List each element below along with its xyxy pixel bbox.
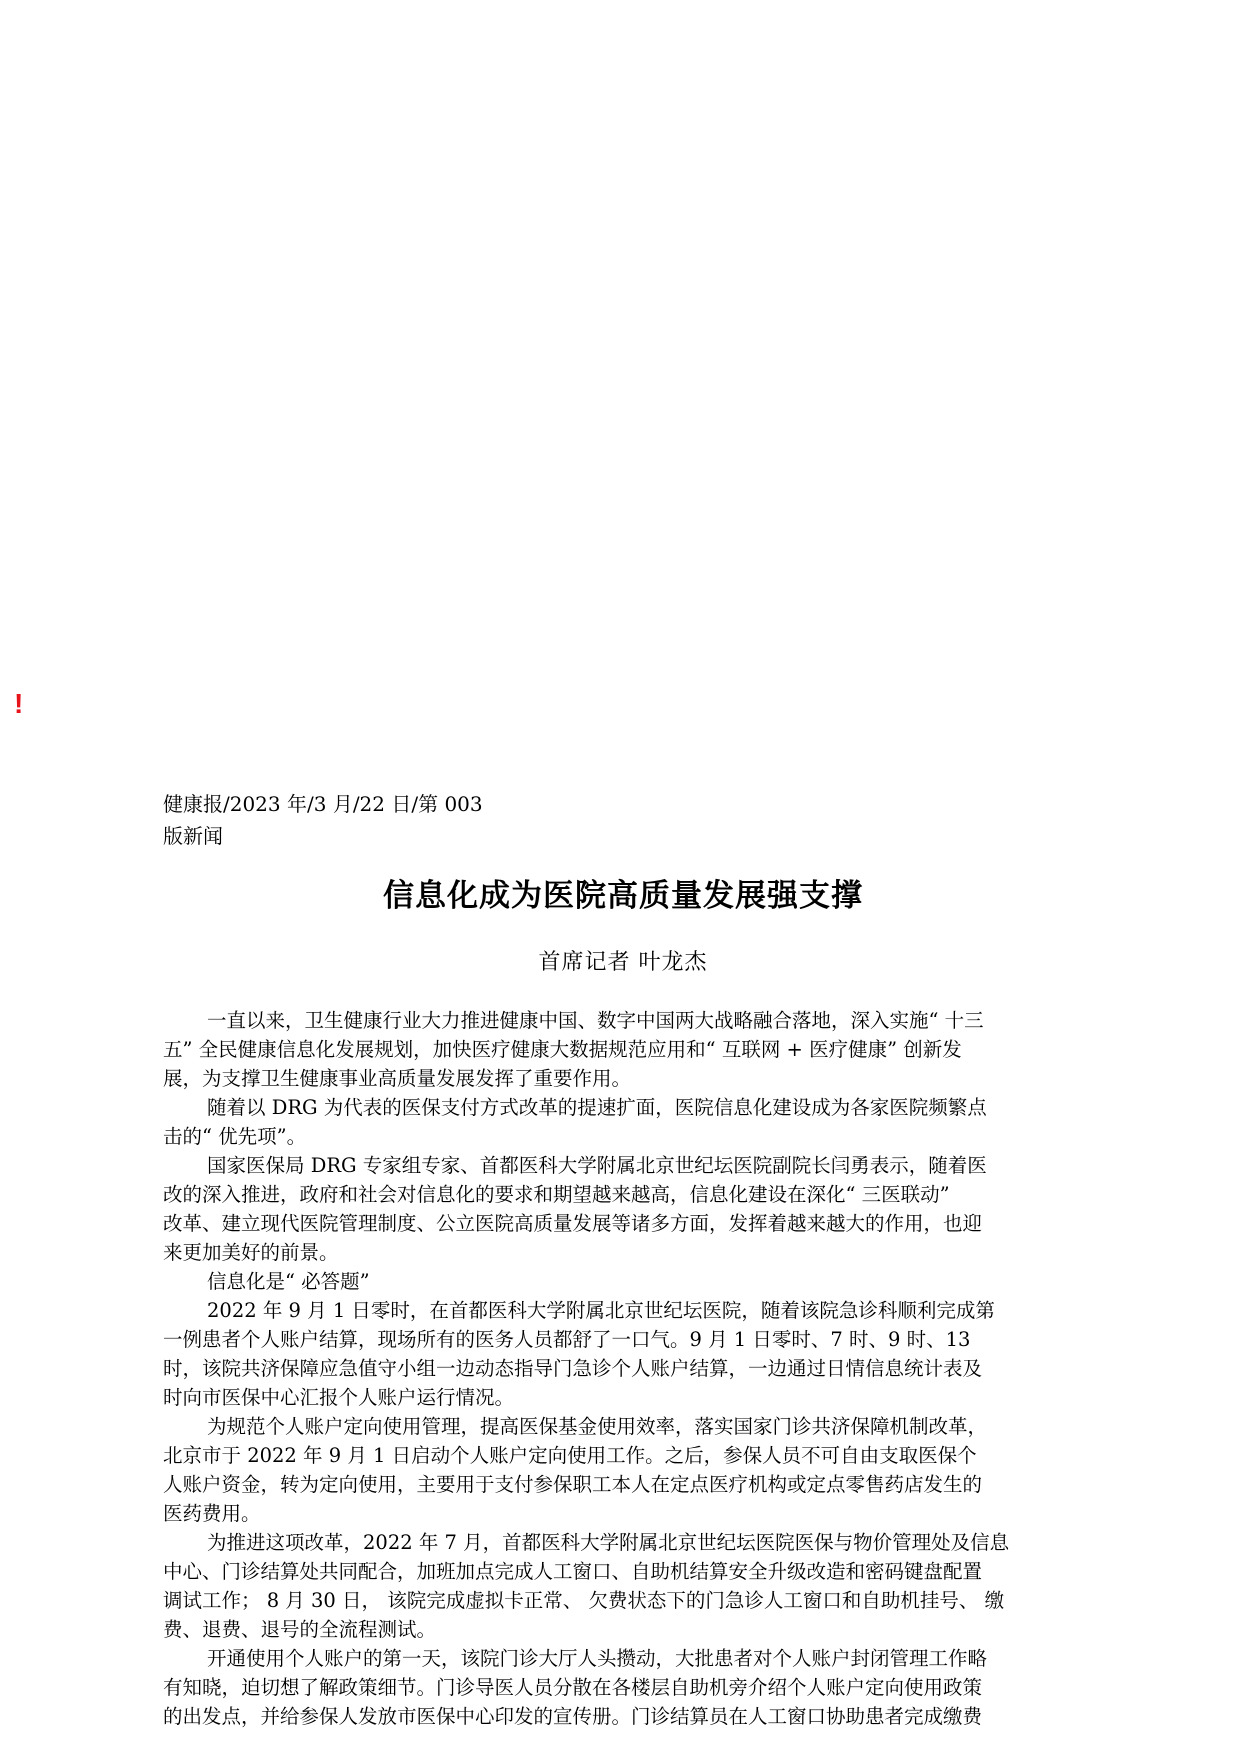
body-line: 时向市医保中心汇报个人账户运行情况。 [163, 1386, 515, 1409]
body-line: 为规范个人账户定向使用管理，提高医保基金使用效率，落实国家门诊共济保障机制改革， [207, 1415, 988, 1438]
body-line: 的出发点，并给参保人发放市医保中心印发的宣传册。门诊结算员在人工窗口协助患者完成缴费 [163, 1705, 983, 1728]
body-line: 来更加美好的前景。 [163, 1241, 339, 1264]
article-byline: 首席记者 叶龙杰 [538, 950, 708, 975]
body-line: 时，该院共济保障应急值守小组一边动态指导门急诊个人账户结算，一边通过日情信息统计表及 [163, 1357, 983, 1380]
article-headline: 信息化成为医院高质量发展强支撑 [383, 878, 863, 914]
source-line-2: 版新闻 [163, 824, 223, 848]
body-line: 五” 全民健康信息化发展规划，加快医疗健康大数据规范应用和“ 互联网 + 医疗健康” 创新发 [163, 1038, 962, 1061]
body-line: 有知晓，迫切想了解政策细节。门诊导医人员分散在各楼层自助机旁介绍个人账户定向使用政策 [163, 1676, 983, 1699]
body-line: 击的“ 优先项”。 [163, 1125, 307, 1148]
source-citation [163, 788, 503, 852]
body-line: 调试工作； 8 月 30 日， 该院完成虚拟卡正常、 欠费状态下的门急诊人工窗口和自助机挂号、 缴 [163, 1589, 1005, 1612]
body-line: 改革、建立现代医院管理制度、公立医院高质量发展等诸多方面，发挥着越来越大的作用，也迎 [163, 1212, 983, 1235]
body-line: 开通使用个人账户的第一天，该院门诊大厅人头攒动，大批患者对个人账户封闭管理工作略 [207, 1647, 988, 1670]
body-line: 随着以 DRG 为代表的医保支付方式改革的提速扩面，医院信息化建设成为各家医院频繁点 [207, 1096, 987, 1119]
body-line: 一直以来，卫生健康行业大力推进健康中国、数字中国两大战略融合落地，深入实施“ 十三 [207, 1009, 984, 1032]
body-line: 人账户资金，转为定向使用，主要用于支付参保职工本人在定点医疗机构或定点零售药店发生的 [163, 1473, 983, 1496]
section-subheading: 信息化是“ 必答题” [207, 1270, 370, 1293]
body-line: 北京市于 2022 年 9 月 1 日启动个人账户定向使用工作。之后，参保人员不可自由支取医保个 [163, 1444, 977, 1467]
body-line: 医药费用。 [163, 1502, 261, 1525]
body-line: 2022 年 9 月 1 日零时，在首都医科大学附属北京世纪坛医院，随着该院急诊科顺利完成第 [207, 1299, 995, 1322]
body-line: 中心、门诊结算处共同配合，加班加点完成人工窗口、自助机结算安全升级改造和密码键盘配置 [163, 1560, 983, 1583]
body-line: 一例患者个人账户结算，现场所有的医务人员都舒了一口气。9 月 1 日零时、7 时、9 时、13 [163, 1328, 971, 1351]
body-line: 费、退费、退号的全流程测试。 [163, 1618, 437, 1641]
body-line: 为推进这项改革，2022 年 7 月，首都医科大学附属北京世纪坛医院医保与物价管理处及信息 [207, 1531, 1010, 1554]
body-line: 国家医保局 DRG 专家组专家、首都医科大学附属北京世纪坛医院副院长闫勇表示，随着医 [207, 1154, 987, 1177]
body-line: 展，为支撑卫生健康事业高质量发展发挥了重要作用。 [163, 1067, 632, 1090]
source-line-1: 健康报/2023 年/3 月/22 日/第 003 [163, 792, 483, 816]
article-body [163, 1006, 1083, 1731]
red-exclamation-mark: ! [14, 688, 24, 719]
body-line: 改的深入推进，政府和社会对信息化的要求和期望越来越高，信息化建设在深化“ 三医联动” [163, 1183, 950, 1206]
